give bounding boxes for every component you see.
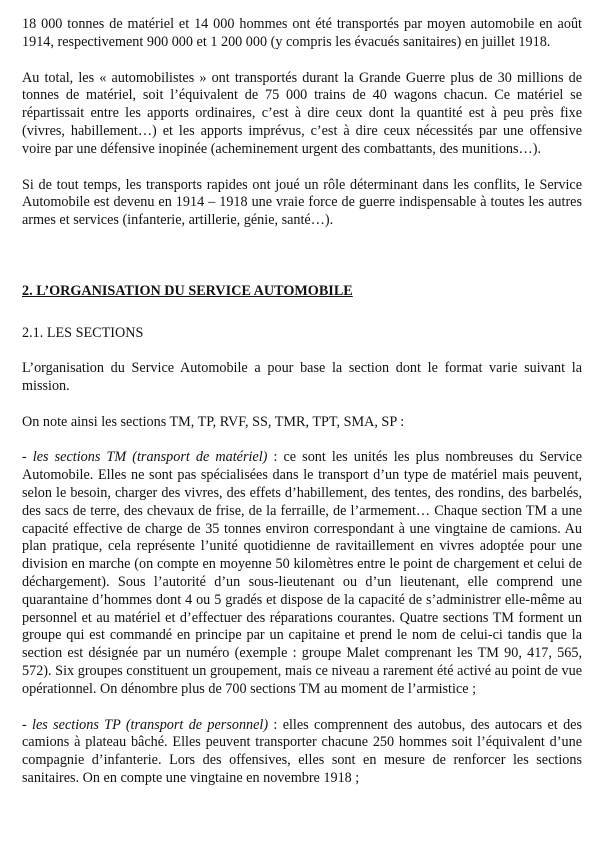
- description-sections-tm: : ce sont les unités les plus nombreuses du Service Automobile. Elles ne sont pas spécialisées dans le transport d’un type de matériel mais peuvent, selon le besoin, charger des vivres, des effets d’habillement, des tentes, des rondins, des barbelés, des sacs de terre, des chevaux de frise, de la ferraille, de l’armement… Chaque section TM a une capacité effective de charge de 35 tonnes environ correspondant à une vingtaine de camions. Au plan pratique, cela représente l’unité quotidienne de ravitaillement en vivres adoptée pour une division en marche (on compte en moyenne 50 kilomètres entre le point de chargement et celui de déchargement). Sous l’autorité d’un sous-lieutenant ou d’un lieutenant, elle comprend une quarantaine d’hommes dont 4 ou 5 gradés et dispose de la capacité de s’administrer elle-même au personnel et au matériel et d’effectuer des réparations courantes. Quatre sections TM forment un groupe qui est commandé en principe par un capitaine et prend le nom de celui-ci tandis que la section est désignée par un numéro (exemple : groupe Malet comprenant les TM 90, 417, 565, 572). Six groupes constituent un groupement, mais ce niveau a rarement été activé au point de vue opérationnel. On dénombre plus de 700 sections TM au moment de l’armistice ;: [22, 449, 583, 697]
- list-item-sections-tp: [22, 717, 582, 788]
- paragraph-total-transport: Au total, les « automobilistes » ont transportés durant la Grande Guerre plus de 30 millions de tonnes de matériel, soit l’équivalent de 75 000 trains de 40 wagons chacun. Ce matériel se répartissait entre les apports ordinaires, c’est à dire ceux dont la quantité est à peu près fixe (vivres, habillement…) et les apports imprévus, c’est à dire ceux nécessités par une offensive voire par une défensive inopinée (acheminement urgent des combattants, des munitions…).: [22, 69, 582, 157]
- subsection-heading: 2.1. LES SECTIONS: [22, 324, 144, 341]
- paragraph-section-types: On note ainsi les sections TM, TP, RVF, SS, TMR, TPT, SMA, SP :: [22, 413, 405, 430]
- description-sections-tp: : elles comprennent des autobus, des autocars et des camions à plateau bâché. Elles peuvent transporter chacune 250 hommes soit l’équivalent d’une compagnie d’infanterie. Lors des offensives, elles sont en mesure de renforcer les sections sanitaires. On en compte une vingtaine en novembre 1918 ;: [22, 716, 582, 786]
- term-sections-tm: - les sections TM (transport de matériel): [22, 449, 268, 466]
- list-item-sections-tm: [22, 449, 582, 698]
- section-heading: 2. L’ORGANISATION DU SERVICE AUTOMOBILE: [22, 282, 353, 299]
- paragraph-transport-figures: 18 000 tonnes de matériel et 14 000 hommes ont été transportés par moyen automobile en août 1914, respectivement 900 000 et 1 200 000 (y compris les évacués sanitaires) en juillet 1918.: [22, 16, 582, 50]
- paragraph-organisation-intro: L’organisation du Service Automobile a pour base la section dont le format varie suivant la mission.: [22, 359, 582, 394]
- term-sections-tp: - les sections TP (transport de personnel): [22, 716, 269, 733]
- paragraph-service-importance: Si de tout temps, les transports rapides ont joué un rôle déterminant dans les conflits, le Service Automobile est devenu en 1914 – 1918 une vraie force de guerre indispensable à toutes les autres armes et services (infanterie, artillerie, génie, santé…).: [22, 176, 582, 229]
